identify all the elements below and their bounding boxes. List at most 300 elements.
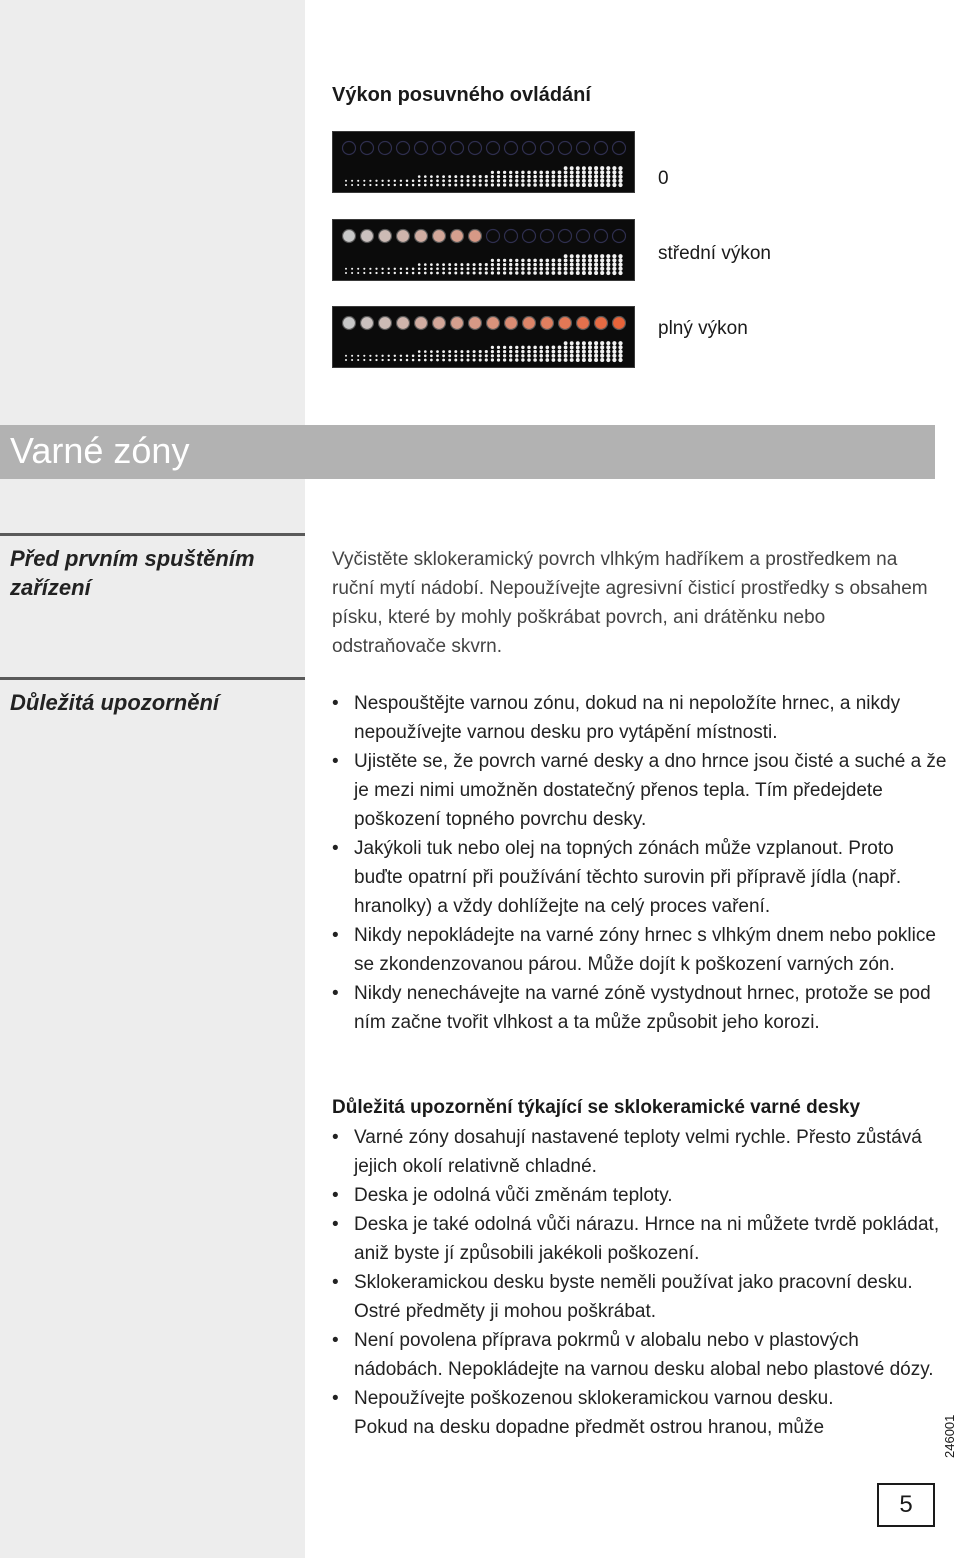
bullet-icon: •	[332, 983, 339, 1004]
slider-dot	[469, 317, 482, 330]
grain-dot	[552, 259, 556, 263]
grain-dot	[394, 355, 396, 357]
grain-dot	[448, 350, 451, 353]
grain-dot	[576, 354, 580, 358]
grain-dot	[497, 346, 500, 349]
list-item-text: Ujistěte se, že povrch varné desky a dno hrnce jsou čisté a suché a že je mezi nimi umožněn dostatečný přenos tepla. Tím předejdete poškození topného povrchu desky.	[354, 751, 947, 830]
grain-dot	[509, 175, 512, 178]
grain-dot	[454, 272, 457, 275]
grain-dot	[600, 258, 604, 262]
grain-dot	[412, 359, 415, 362]
grain-dot	[375, 268, 377, 270]
grain-dot	[545, 171, 549, 175]
grain-dot	[363, 355, 365, 357]
grain-dot	[582, 341, 586, 345]
grain-dot	[570, 267, 574, 271]
grain-dot	[473, 350, 476, 353]
grain-dot	[576, 254, 580, 258]
slider-dot	[343, 317, 356, 330]
grain-dot	[521, 358, 524, 361]
grain-dot	[527, 175, 531, 179]
grain-dot	[406, 180, 409, 183]
grain-dot	[424, 184, 427, 187]
grain-dot	[558, 263, 562, 267]
grain-dot	[448, 179, 451, 182]
slider-dot	[469, 230, 482, 243]
grain-dot	[600, 175, 604, 179]
slider-dot	[505, 317, 518, 330]
grain-dot	[527, 263, 531, 267]
grain-dot	[533, 175, 537, 179]
grain-dot	[473, 179, 476, 182]
grain-dot	[588, 254, 592, 258]
grain-dot	[576, 358, 580, 362]
grain-dot	[430, 179, 433, 182]
grain-dot	[394, 180, 396, 182]
grain-dot	[442, 359, 445, 362]
grain-dot	[400, 355, 402, 357]
grain-dot	[552, 183, 556, 187]
grain-dot	[594, 179, 598, 183]
grain-dot	[467, 359, 470, 362]
grain-dot	[388, 272, 390, 274]
slider-dot	[577, 230, 590, 243]
grain-dot	[375, 184, 377, 186]
grain-dot	[515, 263, 518, 266]
grain-dot	[564, 166, 568, 170]
slider-dot	[397, 230, 410, 243]
grain-dot	[600, 170, 604, 174]
grain-dot	[454, 263, 457, 266]
grain-dot	[558, 350, 562, 354]
grain-dot	[400, 272, 402, 274]
grain-dot	[582, 267, 586, 271]
slider-dot	[433, 230, 446, 243]
grain-dot	[430, 267, 433, 270]
grain-dot	[424, 175, 427, 178]
grain-dot	[503, 171, 506, 174]
grain-dot	[442, 263, 445, 266]
grain-dot	[539, 271, 543, 275]
grain-dot	[582, 354, 586, 358]
grain-dot	[424, 263, 427, 266]
grain-dot	[388, 359, 390, 361]
list-item-text: Nikdy nenechávejte na varné zóně vystydnout hrnec, protože se pod ním začne tvořit vlhkost a ta může způsobit jeho korozi.	[354, 983, 931, 1033]
grain-dot	[558, 259, 562, 263]
grain-dot	[448, 184, 451, 187]
grain-dot	[357, 268, 359, 270]
bullet-icon: •	[332, 693, 339, 714]
grain-dot	[485, 267, 488, 270]
slider-dot	[487, 317, 500, 330]
grain-dot	[618, 174, 622, 178]
grain-dot	[533, 179, 537, 183]
grain-dot	[618, 349, 622, 353]
grain-dot	[521, 263, 524, 266]
grain-dot	[539, 259, 543, 263]
grain-dot	[606, 179, 610, 183]
level-label-full: plný výkon	[658, 318, 748, 339]
grain-dot	[612, 358, 616, 362]
grain-dot	[515, 259, 518, 262]
grain-dot	[539, 179, 543, 183]
grain-dot	[564, 358, 568, 362]
grain-dot	[479, 267, 482, 270]
slider-dot	[487, 142, 500, 155]
grain-dot	[369, 180, 371, 182]
grain-dot	[582, 345, 586, 349]
grain-dot	[503, 346, 506, 349]
grain-dot	[564, 341, 568, 345]
grain-dot	[618, 358, 622, 362]
grain-dot	[430, 184, 433, 187]
grain-dot	[473, 175, 476, 178]
grain-dot	[606, 350, 610, 354]
page-number: 5	[877, 1483, 935, 1527]
grain-dot	[503, 259, 506, 262]
grain-dot	[442, 350, 445, 353]
slider-dot	[415, 230, 428, 243]
list-item-text: Varné zóny dosahují nastavené teploty velmi rychle. Přesto zůstává jejich okolí relativně chladné.	[354, 1127, 922, 1177]
bullet-icon: •	[332, 1272, 339, 1293]
grain-dot	[527, 271, 531, 275]
important-notes-list	[332, 689, 947, 1037]
grain-dot	[539, 183, 543, 187]
grain-dot	[564, 171, 568, 175]
grain-dot	[588, 179, 592, 183]
grain-dot	[527, 358, 531, 362]
list-item	[332, 1268, 947, 1326]
grain-dot	[618, 166, 622, 170]
grain-dot	[430, 354, 433, 357]
grain-dot	[394, 272, 396, 274]
grain-dot	[479, 271, 482, 274]
grain-dot	[497, 263, 500, 266]
grain-dot	[442, 179, 445, 182]
grain-dot	[558, 183, 562, 187]
grain-dot	[406, 184, 409, 187]
grain-dot	[454, 354, 457, 357]
grain-dot	[497, 259, 500, 262]
grain-dot	[442, 354, 445, 357]
grain-dot	[552, 171, 556, 175]
slider-dot	[469, 142, 482, 155]
grain-dot	[533, 271, 537, 275]
grain-dot	[345, 268, 347, 270]
grain-dot	[612, 179, 616, 183]
grain-dot	[400, 184, 402, 186]
slider-dot	[361, 317, 374, 330]
before-first-use-text: Vyčistěte sklokeramický povrch vlhkým hadříkem a prostředkem na ruční mytí nádobí. Nepoužívejte agresivní čisticí prostředky s obsahem písku, které by mohly poškrábat povrch, ani drátěnku nebo odstraňovače skvrn.	[332, 549, 928, 657]
grain-dot	[375, 355, 377, 357]
grain-dot	[564, 183, 568, 187]
grain-dot	[418, 268, 421, 271]
grain-dot	[375, 272, 377, 274]
grain-dot	[454, 175, 457, 178]
grain-dot	[363, 184, 365, 186]
grain-dot	[509, 267, 512, 270]
grain-dot	[527, 346, 531, 350]
grain-dot	[564, 259, 568, 263]
grain-dot	[479, 263, 482, 266]
grain-dot	[552, 263, 556, 267]
bullet-icon: •	[332, 751, 339, 772]
grain-dot	[460, 263, 463, 266]
grain-dot	[600, 263, 604, 267]
grain-dot	[509, 350, 512, 353]
grain-dot	[509, 179, 512, 182]
grain-dot	[351, 268, 353, 270]
grain-dot	[521, 354, 524, 357]
grain-dot	[521, 183, 524, 186]
grain-dot	[564, 350, 568, 354]
grain-dot	[369, 359, 371, 361]
grain-dot	[448, 359, 451, 362]
grain-dot	[588, 170, 592, 174]
list-item-text: Nespouštějte varnou zónu, dokud na ni nepoložíte hrnec, a nikdy nepoužívejte varnou desku pro vytápění místnosti.	[354, 693, 901, 743]
grain-dot	[606, 263, 610, 267]
grain-dot	[375, 359, 377, 361]
grain-dot	[448, 272, 451, 275]
grain-dot	[545, 358, 549, 362]
grain-dot	[570, 350, 574, 354]
grain-dot	[570, 258, 574, 262]
grain-dot	[612, 267, 616, 271]
grain-dot	[491, 259, 494, 262]
grain-dot	[539, 263, 543, 267]
grain-dot	[381, 272, 383, 274]
grain-dot	[369, 355, 371, 357]
grain-dot	[521, 171, 524, 174]
grain-dot	[545, 271, 549, 275]
grain-dot	[594, 263, 598, 267]
grain-dot	[503, 175, 506, 178]
bullet-icon: •	[332, 1388, 339, 1409]
grain-dot	[491, 171, 494, 174]
grain-dot	[606, 175, 610, 179]
grain-dot	[491, 354, 494, 357]
grain-dot	[503, 358, 506, 361]
grain-dot	[345, 359, 347, 361]
grain-dot	[606, 170, 610, 174]
grain-dot	[430, 359, 433, 362]
grain-dot	[460, 350, 463, 353]
grain-dot	[618, 271, 622, 275]
grain-dot	[582, 263, 586, 267]
grain-dot	[509, 354, 512, 357]
slider-dot	[433, 317, 446, 330]
grain-dot	[406, 359, 409, 362]
grain-dot	[564, 254, 568, 258]
grain-dot	[467, 263, 470, 266]
slider-dot	[541, 142, 554, 155]
grain-dot	[570, 271, 574, 275]
grain-dot	[612, 341, 616, 345]
grain-dot	[606, 358, 610, 362]
grain-dot	[412, 355, 415, 358]
slider-dot	[613, 317, 626, 330]
grain-dot	[424, 359, 427, 362]
slider-dot	[577, 317, 590, 330]
slider-dot	[559, 317, 572, 330]
grain-dot	[545, 259, 549, 263]
grain-dot	[491, 179, 494, 182]
grain-dot	[345, 355, 347, 357]
grain-dot	[418, 355, 421, 358]
slider-dot	[523, 142, 536, 155]
grain-dot	[430, 272, 433, 275]
grain-dot	[618, 267, 622, 271]
grain-dot	[448, 263, 451, 266]
grain-dot	[521, 175, 524, 178]
grain-dot	[503, 271, 506, 274]
slider-dot	[487, 230, 500, 243]
grain-dot	[600, 271, 604, 275]
slider-dot	[397, 317, 410, 330]
slider-dot	[505, 230, 518, 243]
slider-dot	[451, 230, 464, 243]
grain-dot	[460, 184, 463, 187]
grain-dot	[552, 175, 556, 179]
grain-dot	[552, 179, 556, 183]
grain-dot	[521, 179, 524, 182]
grain-dot	[497, 267, 500, 270]
grain-dot	[400, 359, 402, 361]
grain-dot	[588, 267, 592, 271]
grain-dot	[533, 259, 537, 263]
grain-dot	[491, 175, 494, 178]
grain-dot	[539, 358, 543, 362]
grain-dot	[564, 175, 568, 179]
slider-panel-full	[332, 306, 635, 368]
grain-dot	[576, 166, 580, 170]
grain-dot	[606, 254, 610, 258]
grain-dot	[552, 267, 556, 271]
grain-dot	[351, 184, 353, 186]
grain-dot	[473, 267, 476, 270]
grain-dot	[424, 179, 427, 182]
grain-dot	[503, 263, 506, 266]
grain-dot	[491, 346, 494, 349]
grain-dot	[509, 271, 512, 274]
grain-dot	[388, 268, 390, 270]
grain-dot	[406, 268, 409, 271]
grain-dot	[460, 272, 463, 275]
grain-dot	[375, 180, 377, 182]
panel-grain	[343, 341, 626, 363]
grain-dot	[454, 267, 457, 270]
list-item-text: Deska je odolná vůči změnám teploty.	[354, 1185, 673, 1206]
list-item-text: Jakýkoli tuk nebo olej na topných zónách může vzplanout. Proto buďte opatrní při používání těchto surovin při přípravě jídla (např. hranolky) a vždy dohlížejte na celý proces vaření.	[354, 838, 902, 917]
grain-dot	[570, 345, 574, 349]
grain-dot	[479, 354, 482, 357]
grain-dot	[612, 350, 616, 354]
grain-dot	[363, 359, 365, 361]
grain-dot	[503, 354, 506, 357]
slider-panel-zero	[332, 131, 635, 193]
grain-dot	[582, 350, 586, 354]
grain-dot	[539, 346, 543, 350]
grain-dot	[448, 354, 451, 357]
grain-dot	[479, 350, 482, 353]
grain-dot	[618, 345, 622, 349]
grain-dot	[460, 179, 463, 182]
slider-dot	[595, 230, 608, 243]
grain-dot	[612, 354, 616, 358]
grain-dot	[467, 354, 470, 357]
band-title: Varné zóny	[10, 430, 190, 471]
grain-dot	[576, 350, 580, 354]
grain-dot	[576, 179, 580, 183]
grain-dot	[527, 183, 531, 187]
grain-dot	[570, 170, 574, 174]
grain-dot	[527, 267, 531, 271]
grain-dot	[388, 184, 390, 186]
grain-dot	[467, 179, 470, 182]
grain-dot	[454, 184, 457, 187]
grain-dot	[442, 175, 445, 178]
grain-dot	[570, 175, 574, 179]
slider-dot	[559, 142, 572, 155]
bullet-icon: •	[332, 838, 339, 859]
panel-grain	[343, 166, 626, 188]
grain-dot	[533, 183, 537, 187]
grain-dot	[509, 183, 512, 186]
grain-dot	[527, 171, 531, 175]
grain-dot	[442, 184, 445, 187]
grain-dot	[588, 166, 592, 170]
grain-dot	[570, 341, 574, 345]
grain-dot	[588, 345, 592, 349]
grain-dot	[558, 358, 562, 362]
slider-dot	[451, 142, 464, 155]
list-item-text: Nepoužívejte poškozenou sklokeramickou varnou desku. Pokud na desku dopadne předmět ostrou hranou, může	[354, 1388, 834, 1438]
grain-dot	[576, 258, 580, 262]
grain-dot	[467, 272, 470, 275]
grain-dot	[394, 359, 396, 361]
grain-dot	[521, 350, 524, 353]
grain-dot	[503, 179, 506, 182]
grain-dot	[460, 267, 463, 270]
slider-dot	[361, 230, 374, 243]
grain-dot	[357, 355, 359, 357]
grain-dot	[606, 183, 610, 187]
bullet-icon: •	[332, 1185, 339, 1206]
grain-dot	[473, 358, 476, 361]
grain-dot	[497, 350, 500, 353]
grain-dot	[442, 272, 445, 275]
grain-dot	[400, 268, 402, 270]
grain-dot	[418, 180, 421, 183]
grain-dot	[588, 263, 592, 267]
grain-dot	[533, 358, 537, 362]
slider-dot	[595, 317, 608, 330]
list-item	[332, 979, 947, 1037]
grain-dot	[600, 350, 604, 354]
grain-dot	[588, 341, 592, 345]
grain-dot	[424, 354, 427, 357]
grain-dot	[369, 184, 371, 186]
grain-dot	[418, 184, 421, 187]
grain-dot	[521, 267, 524, 270]
grain-dot	[606, 271, 610, 275]
grain-dot	[394, 268, 396, 270]
grain-dot	[491, 183, 494, 186]
grain-dot	[588, 350, 592, 354]
grain-dot	[539, 175, 543, 179]
grain-dot	[430, 175, 433, 178]
slider-dot	[595, 142, 608, 155]
